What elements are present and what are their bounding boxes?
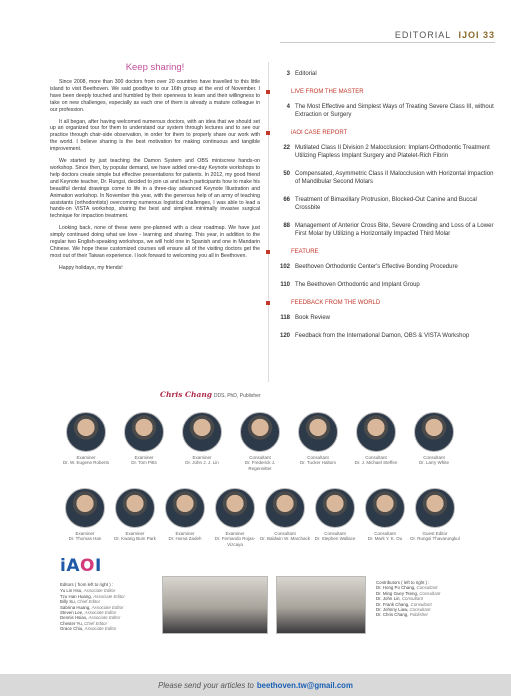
faculty-role: Examiner [134,455,154,460]
faculty-role: Consultant [324,531,346,536]
table-of-contents [276,70,496,350]
page-header [300,30,495,40]
toc-page-number: 102 [279,264,290,270]
editorial-paragraph: Looking back, none of these were pre-planned with a clear roadmap. We have just simply continued doing what we love - learning and sharing. This year, in addition to the regular two English-speaking workshops, we will hold one in Spanish and one in Mandarin Chinese. We hope these customized courses will ensure all of the visiting doctors get the most out of their Taiwan experience. I look forward to welcoming you all in Beethoven. [50,225,260,259]
footer-text: Please send your articles to [158,680,254,690]
toc-page-number: 88 [283,223,290,229]
staff-name: Dr. Ming Guey Tseng, [376,590,419,596]
contributors-group-photo [276,576,366,634]
faculty-member [408,412,460,471]
toc-title: Management of Anterior Cross Bite, Severe Crowding and Loss of a Lower First Molar by Utilizing a Horizontally Impacted Third Molar [295,223,494,237]
toc-page-number: 66 [283,197,290,203]
staff-name: Tzu Han Huang, [60,593,92,599]
toc-page-number: 120 [279,333,290,339]
faculty-member [60,488,110,547]
faculty-role: Consultant [423,455,445,460]
toc-page-number: 4 [286,104,290,110]
contributors-list [376,580,486,618]
toc-section-heading: iAOI CASE REPORT [276,129,496,137]
toc-entry[interactable] [276,103,496,119]
portrait-photo [265,488,305,528]
faculty-name: Dr. Kwang Bum Park [114,536,156,541]
faculty-role: Guest Editor [422,531,448,536]
toc-page-number: 110 [280,282,290,288]
faculty-member [176,412,228,471]
toc-title: Compensated, Asymmetric Class II Malocclusion with Horizontal Impaction of Mandibular Second Molars [295,171,494,185]
toc-title: Book Review [295,315,331,321]
faculty-name: Dr. Stephen Wallace [314,536,356,541]
section-bullet-icon [266,250,270,254]
staff-role: Associate Editor [84,626,117,632]
faculty-role: Examiner [75,531,95,536]
portrait-photo [365,488,405,528]
staff-name: Dr. Frank Chang, [376,601,410,607]
portrait-photo [414,412,454,452]
editorial-title: Keep sharing! [125,62,185,73]
staff-role: Associate Editor [88,615,121,621]
toc-title: Editorial [295,71,317,77]
footer-bar [0,674,511,696]
signature-credentials: DDS, PhD, Publisher [213,393,261,399]
publisher-signature [160,390,261,399]
faculty-name: Dr. Tucker Haltom [299,460,336,465]
faculty-name: Dr. W. Eugene Roberts [62,460,110,465]
faculty-role: Examiner [125,531,145,536]
magazine-label: IJOI 33 [458,30,495,40]
toc-title: Treatment of Bimaxillary Protrusion, Blocked-Out Canine and Buccal Crossbite [295,197,477,211]
faculty-role: Consultant [374,531,396,536]
editors-heading: Editors ( from left to right ) : [60,582,114,587]
toc-title: Beethoven Orthodontic Center's Effective Bonding Procedure [295,264,458,270]
staff-name: Steven Lee, [60,610,84,616]
staff-name: Dr. Johnny Liaw, [376,607,409,613]
faculty-name: Dr. Frederick J. Regennitter [244,460,276,471]
portrait-photo [124,412,164,452]
staff-role: Consultant [409,607,431,613]
staff-name: Yu Lin Hsu, [60,588,83,594]
staff-name: Billy Su, [60,599,76,605]
faculty-member [110,488,160,547]
faculty-member [310,488,360,547]
staff-role: Associate Editor [84,610,117,616]
toc-entry[interactable] [276,144,496,160]
toc-entry[interactable] [276,314,496,322]
staff-role: Consultant [410,601,432,607]
faculty-role: Examiner [175,531,195,536]
toc-page-number: 3 [286,71,290,77]
editorial-closing: Happy holidays, my friends! [59,264,123,271]
editorial-paragraph: We started by just teaching the Damon System and OBS miniscrew hands-on workshop. Since then, by popular demand, we have added one-day Keynote workshops to help doctors create simple but effective presentations for patients. In 2012, my good friend and Keynote teacher, Dr. Rungsi, decided to join us and teach participants how to make his beautiful dental drawings come to life in a three-day advanced Keynote Illustration and Animation workshop. In November this year, with the generous help of an army of teaching assistants (orthodontists) overcoming numerous logistical challenges, I was able to lead a hands-on VISTA workshop, sharing the best and simplest minimally invasive surgical technique for impaction treatment. [50,158,260,220]
staff-role: Consultant [416,585,438,591]
faculty-member [360,488,410,547]
portrait-photo [115,488,155,528]
staff-role: Associate Editor [93,593,125,599]
faculty-name: Dr. J. Michael Steffen [354,460,398,465]
portrait-photo [182,412,222,452]
editorial-paragraph: Since 2008, more than 300 doctors from over 20 countries have travelled to this little island to visit Beethoven. We said goodbye to our 16th group at the end of November. I have been deeply touched and humbled by their openness to learn and their willingness to take on new challenges, especially as each one of them is already a mature colleague in our profession. [50,79,260,113]
toc-page-number: 50 [283,171,290,177]
staff-role: Chief Editor [77,599,101,605]
faculty-role: Examiner [76,455,96,460]
staff-name: Dr. Hong Po Chang, [376,585,416,591]
faculty-member [260,488,310,547]
editors-group-photo [162,576,268,634]
faculty-member [60,412,112,471]
faculty-name: Dr. Thomas Han [68,536,102,541]
contributors-heading: Contributors ( left to right ) : [376,580,430,585]
faculty-member [118,412,170,471]
staff-role: Associate Editor [83,588,116,594]
staff-entry [376,612,486,617]
staff-role: Associate Editor [91,604,124,610]
toc-section-heading: FEATURE [276,248,496,256]
faculty-name: Dr. Larry White [418,460,449,465]
faculty-name: Dr. Tom Pitts [131,460,157,465]
submission-email-link[interactable]: beethoven.tw@gmail.com [256,680,353,690]
toc-entry[interactable] [276,196,496,212]
toc-title: Mutilated Class II Division 2 Malocclusion: Implant-Orthodontic Treatment Utilizing Flapless Implant Surgery and Platelet-Rich Fibrin [295,145,490,159]
staff-role: Consultant [401,596,423,602]
faculty-role: Consultant [307,455,329,460]
portrait-photo [298,412,338,452]
toc-entry[interactable] [276,70,496,78]
portrait-photo [415,488,455,528]
toc-section-heading: FEEDBACK FROM THE WORLD [276,299,496,307]
staff-role: Consultant [419,590,441,596]
faculty-role: Consultant [365,455,387,460]
portrait-photo [356,412,396,452]
editorial-column [50,62,260,271]
portrait-photo [65,488,105,528]
faculty-row-1 [60,412,460,471]
faculty-name: Dr. Baldwin W. Marchack [260,536,311,541]
faculty-role: Examiner [225,531,245,536]
staff-role: Chief Editor [84,620,108,626]
globe-icon: O [79,556,95,576]
portrait-photo [240,412,280,452]
toc-entry[interactable] [276,332,496,340]
staff-name: Dr. John Lin, [376,596,401,602]
faculty-name: Dr. Rungsi Thavarungkul [410,536,460,541]
faculty-role: Consultant [274,531,296,536]
faculty-name: Dr. Fernando Rojas-Vizcaya [214,536,256,547]
staff-role: Publisher [409,612,429,618]
toc-page-number: 22 [283,145,290,151]
faculty-row-2 [60,488,460,547]
staff-entry [60,626,170,631]
toc-entry[interactable] [276,170,496,186]
toc-page-number: 118 [280,315,290,321]
faculty-role: Examiner [192,455,212,460]
section-label: EDITORIAL [394,30,451,40]
faculty-member [350,412,402,471]
page-number: 33 [482,30,495,40]
staff-name: Dennis Hsiao, [60,615,88,621]
toc-entry[interactable] [276,281,496,289]
staff-name: Sabrina Huang, [60,604,91,610]
section-bullet-icon [266,301,270,305]
portrait-photo [315,488,355,528]
faculty-name: Dr. Mark Y. K. Ou [367,536,403,541]
toc-title: The Most Effective and Simplest Ways of Treating Severe Class III, without Extraction or Surgery [295,104,494,118]
toc-entry[interactable] [276,222,496,238]
signature-name: Chris Chang [160,390,213,399]
staff-name: Grace Chiu, [60,626,84,632]
section-bullet-icon [266,90,270,94]
faculty-name: Dr. Homa Zadeh [168,536,202,541]
staff-name: Dr. Chris Chang, [376,612,409,618]
faculty-name: Dr. John J. J. Lin [185,460,219,465]
toc-section-heading: LIVE FROM THE MASTER [276,88,496,96]
toc-entry[interactable] [276,263,496,271]
section-bullet-icon [266,131,270,135]
header-divider [280,42,495,43]
faculty-member [292,412,344,471]
faculty-member [210,488,260,547]
staff-name: Chester Yu, [60,620,83,626]
toc-title: Feedback from the International Damon, OBS & VISTA Workshop [295,333,470,339]
portrait-photo [66,412,106,452]
iaoi-logo: iAOI [60,556,102,576]
faculty-member [234,412,286,471]
portrait-photo [215,488,255,528]
faculty-role: Consultant [249,455,271,460]
column-divider [268,62,269,382]
editorial-paragraph: It all began, after having welcomed numerous doctors, with an idea that we should set up an organized tour for them to understand our system through lectures and to see our practice through chair-side observation, in order for them to properly share our work with the world. I believe sharing is the best motivation for making continuous and tangible improvement. [50,118,260,153]
faculty-member [160,488,210,547]
toc-title: The Beethoven Orthodontic and Implant Group [295,282,420,288]
faculty-member [410,488,460,547]
editors-list [60,582,170,632]
portrait-photo [165,488,205,528]
